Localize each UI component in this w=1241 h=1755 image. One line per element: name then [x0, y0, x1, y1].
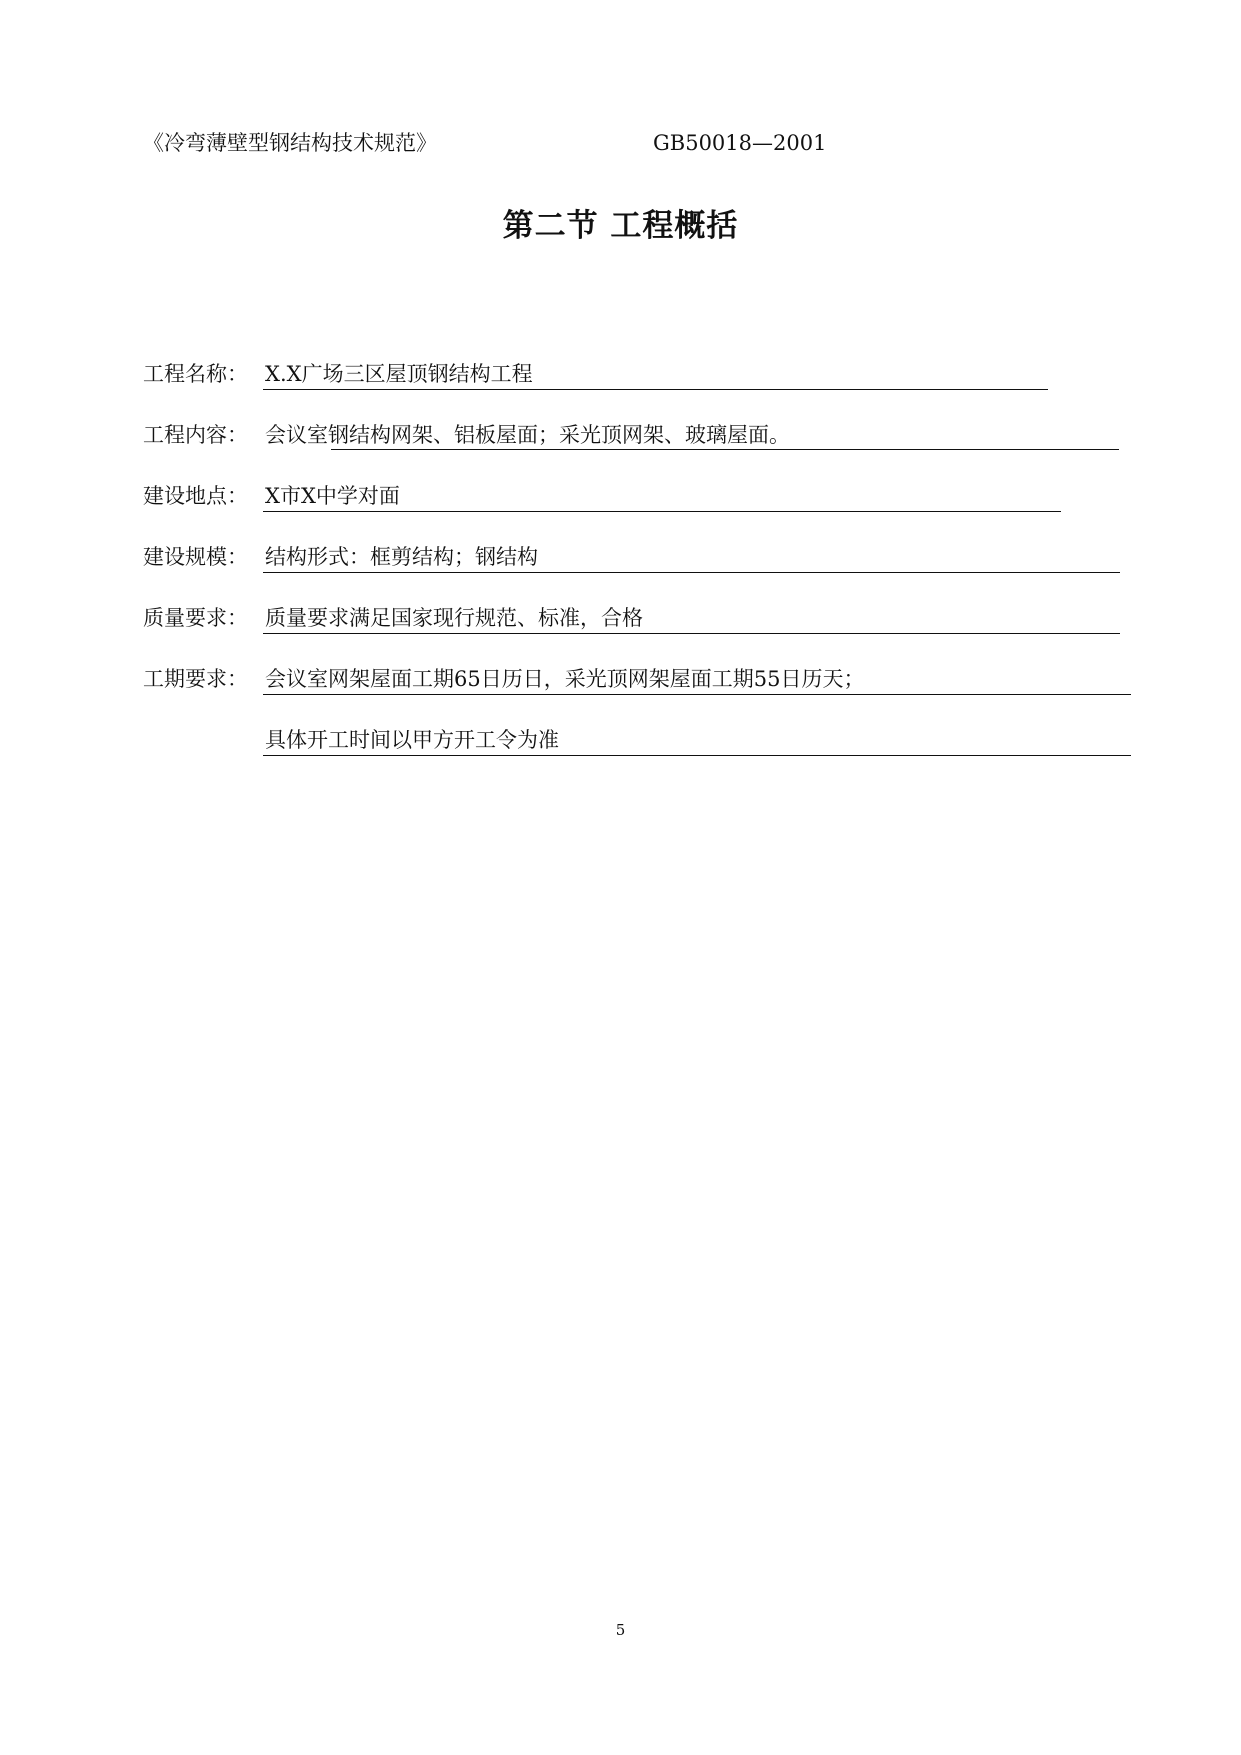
section-title: 第二节 工程概括 — [502, 208, 739, 244]
field-project-name — [143, 358, 533, 390]
field-label: 质量要求： — [143, 606, 248, 630]
standard-title: 《冷弯薄壁型钢结构技术规范》 — [143, 131, 437, 155]
standard-code: GB50018—2001 — [653, 131, 827, 155]
field-quality — [143, 602, 643, 634]
field-label: 工程名称： — [143, 362, 248, 386]
field-value: 结构形式：框剪结构；钢结构 — [263, 541, 1120, 573]
field-underline — [331, 449, 1119, 450]
field-location — [143, 480, 400, 512]
field-value: X市X中学对面 — [263, 480, 1061, 512]
field-value: 质量要求满足国家现行规范、标准，合格 — [263, 602, 1120, 634]
page-number: 5 — [615, 1621, 626, 1639]
field-scale — [143, 541, 538, 573]
field-label: 工程内容： — [143, 423, 248, 447]
field-value: X.X广场三区屋顶钢结构工程 — [263, 358, 1048, 390]
field-label: 建设规模： — [143, 545, 248, 569]
field-value: 具体开工时间以甲方开工令为准 — [263, 724, 1131, 756]
field-project-content — [143, 419, 790, 451]
field-value: 会议室网架屋面工期65日历日，采光顶网架屋面工期55日历天； — [263, 663, 1131, 695]
field-value: 会议室钢结构网架、铝板屋面；采光顶网架、玻璃屋面。 — [265, 423, 790, 447]
field-schedule — [143, 663, 865, 695]
field-label: 建设地点： — [143, 484, 248, 508]
field-label: 工期要求： — [143, 667, 248, 691]
